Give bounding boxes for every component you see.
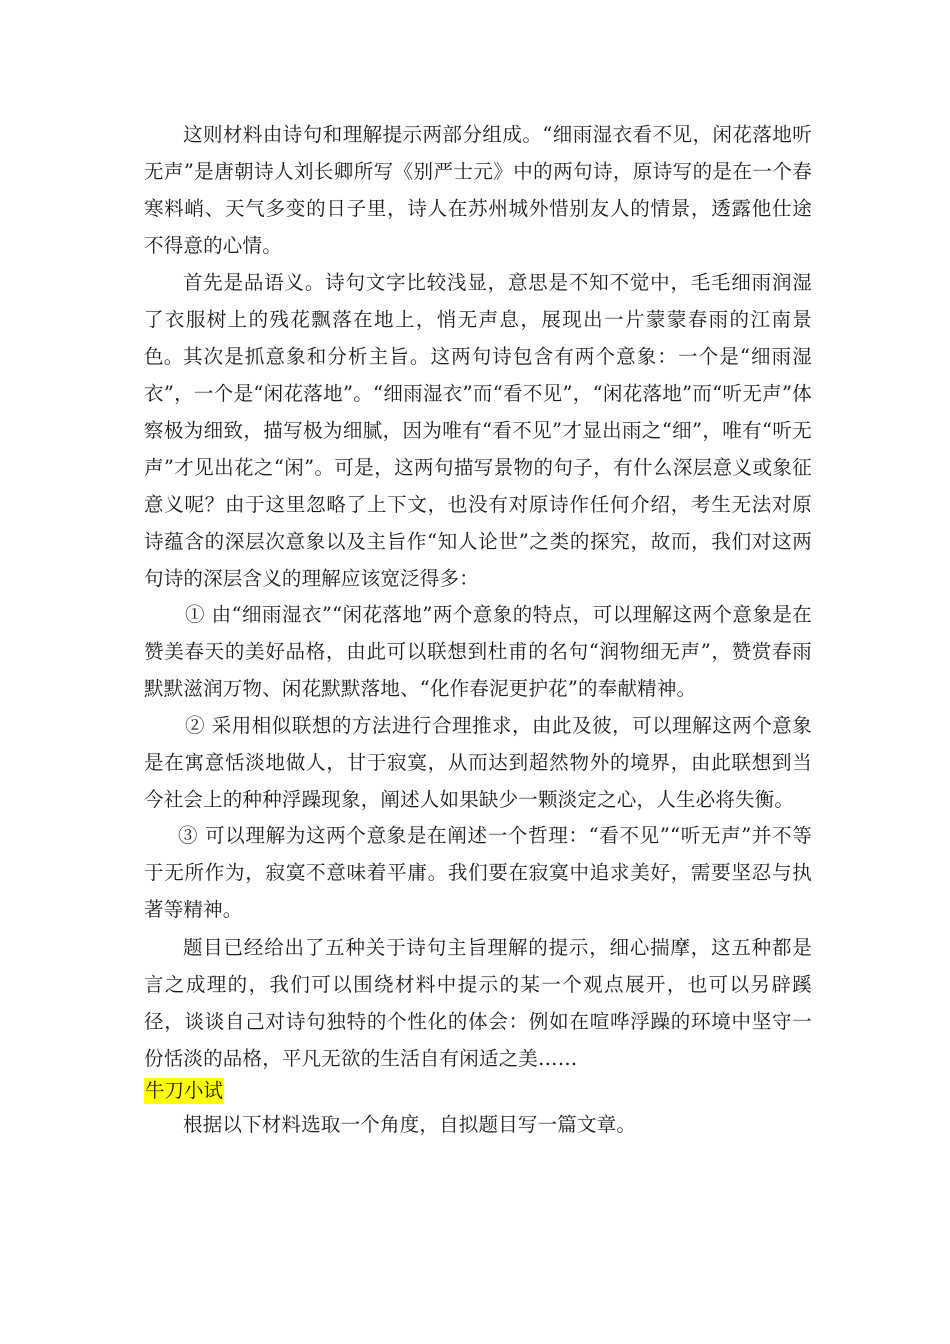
- paragraph-semantic-meaning: 首先是品语义。诗句文字比较浅显，意思是不知不觉中，毛毛细雨润湿了衣服树上的残花飘落在地上，悄无声息，展现出一片蒙蒙春雨的江南景色。: [144, 271, 812, 368]
- paragraph-imagery-analysis: 其次是抓意象和分析主旨。这两句诗包含有两个意象：一个是“细雨湿衣”，一个是“闲花落地”。“细雨湿衣”而“看不见”，“闲花落地”而“听无声”体察极为细致，描写极为细腻，因为唯有“看不见”才显出雨之“细”，唯有“听无声”才见出花之“闲”。可是，这两句描写景物的句子，有什么深层意义或象征意义呢？由于这里忽略了上下文，也没有对原诗作任何介绍，考生无法对原诗蕴含的深层次意象以及主旨作“知人论世”之类的探究，故而，我们对这两句诗的深层含义的理解应该宽泛得多：: [144, 345, 812, 590]
- paragraph-summary: 题目已经给出了五种关于诗句主旨理解的提示，细心揣摩，这五种都是言之成理的，我们可以围绕材料中提示的某一个观点展开，也可以另辟蹊径，谈谈自己对诗句独特的个性化的体会：例如在喧哗浮躁的环境中坚守一份恬淡的品格，平凡无欲的生活自有闲适之美……: [144, 936, 812, 1070]
- paragraph-writing-task: 根据以下材料选取一个角度，自拟题目写一篇文章。: [183, 1113, 637, 1136]
- paragraph-point-three: ③ 可以理解为这两个意象是在阐述一个哲理：“看不见”“听无声”并不等于无所作为，寂寞不意味着平庸。我们要在寂寞中追求美好，需要坚忍与执著等精神。: [144, 824, 812, 921]
- paragraph-point-one: ① 由“细雨湿衣”“闲花落地”两个意象的特点，可以理解这两个意象是在赞美春天的美好品格，由此可以联想到杜甫的名句“润物细无声”，赞赏春雨默默滋润万物、闲花默默落地、“化作春泥更护花”的奉献精神。: [144, 603, 812, 700]
- paragraph-material-intro: 这则材料由诗句和理解提示两部分组成。“细雨湿衣看不见，闲花落地听无声”是唐朝诗人刘长卿所写《别严士元》中的两句诗，原诗写的是在一个春寒料峭、天气多变的日子里，诗人在苏州城外惜别友人的情景，透露他仕途不得意的心情。: [144, 123, 812, 257]
- section-heading-practice: 牛刀小试: [145, 1079, 224, 1102]
- paragraph-point-two: ② 采用相似联想的方法进行合理推求，由此及彼，可以理解这两个意象是在寓意恬淡地做人，甘于寂寞，从而达到超然物外的境界，由此联想到当今社会上的种种浮躁现象，阐述人如果缺少一颗淡定之心，人生必将失衡。: [144, 714, 812, 811]
